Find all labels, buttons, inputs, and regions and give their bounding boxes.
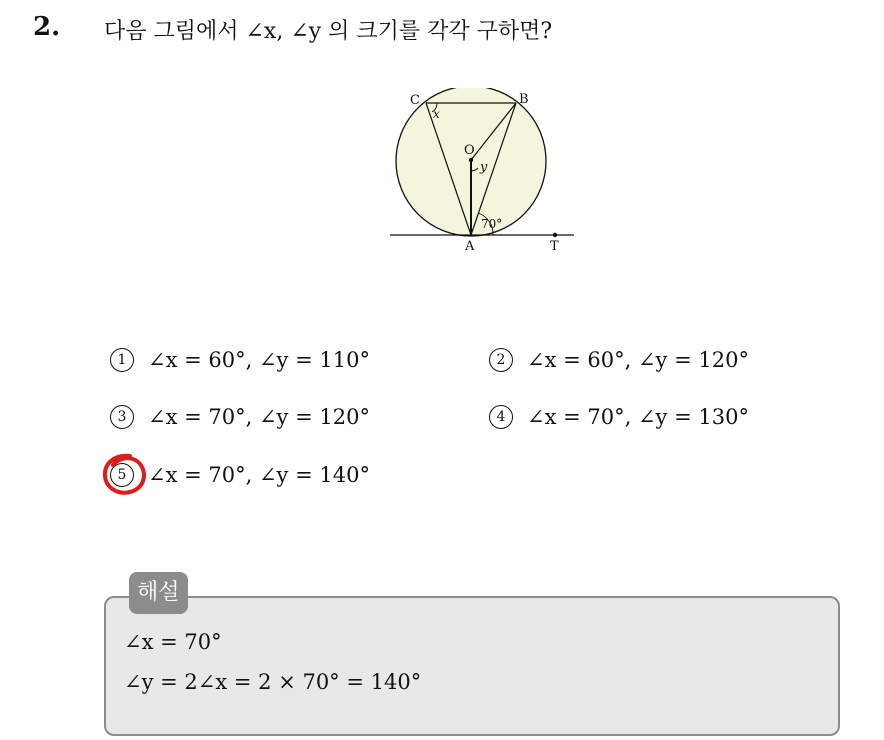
label-c: C bbox=[410, 93, 420, 108]
choice-4[interactable] bbox=[489, 405, 749, 429]
question-text: 다음 그림에서 ∠x, ∠y 의 크기를 각각 구하면? bbox=[104, 19, 553, 44]
label-y: y bbox=[480, 160, 488, 175]
answer-mark-icon bbox=[100, 452, 150, 498]
choice-text: ∠x = 70°, ∠y = 120° bbox=[148, 405, 370, 429]
label-t: T bbox=[550, 239, 559, 254]
circle-figure bbox=[385, 88, 585, 258]
choice-text: ∠x = 70°, ∠y = 140° bbox=[148, 463, 370, 487]
choice-text: ∠x = 60°, ∠y = 120° bbox=[527, 348, 749, 372]
choice-text: ∠x = 70°, ∠y = 130° bbox=[527, 405, 749, 429]
question-number: 2. bbox=[33, 12, 61, 42]
explanation-line-1: ∠x = 70° bbox=[124, 630, 222, 654]
label-b: B bbox=[519, 92, 529, 107]
label-a: A bbox=[465, 239, 475, 254]
explanation-line-2: ∠y = 2∠x = 2 × 70° = 140° bbox=[124, 670, 422, 694]
label-70: 70° bbox=[481, 217, 503, 231]
choice-number: 3 bbox=[110, 405, 134, 429]
label-x: x bbox=[433, 107, 440, 121]
point-t bbox=[553, 233, 557, 237]
choice-number: 4 bbox=[489, 405, 513, 429]
choice-number: 2 bbox=[489, 348, 513, 372]
choice-3[interactable] bbox=[110, 405, 370, 429]
choice-text: ∠x = 60°, ∠y = 110° bbox=[148, 348, 370, 372]
choice-1[interactable] bbox=[110, 348, 370, 372]
center-point bbox=[469, 158, 473, 162]
explanation-label: 해설 bbox=[129, 572, 188, 614]
choice-number: 1 bbox=[110, 348, 134, 372]
explanation-box bbox=[104, 596, 840, 736]
choice-number: 5 bbox=[110, 463, 134, 487]
label-o: O bbox=[464, 143, 475, 158]
choice-2[interactable] bbox=[489, 348, 749, 372]
